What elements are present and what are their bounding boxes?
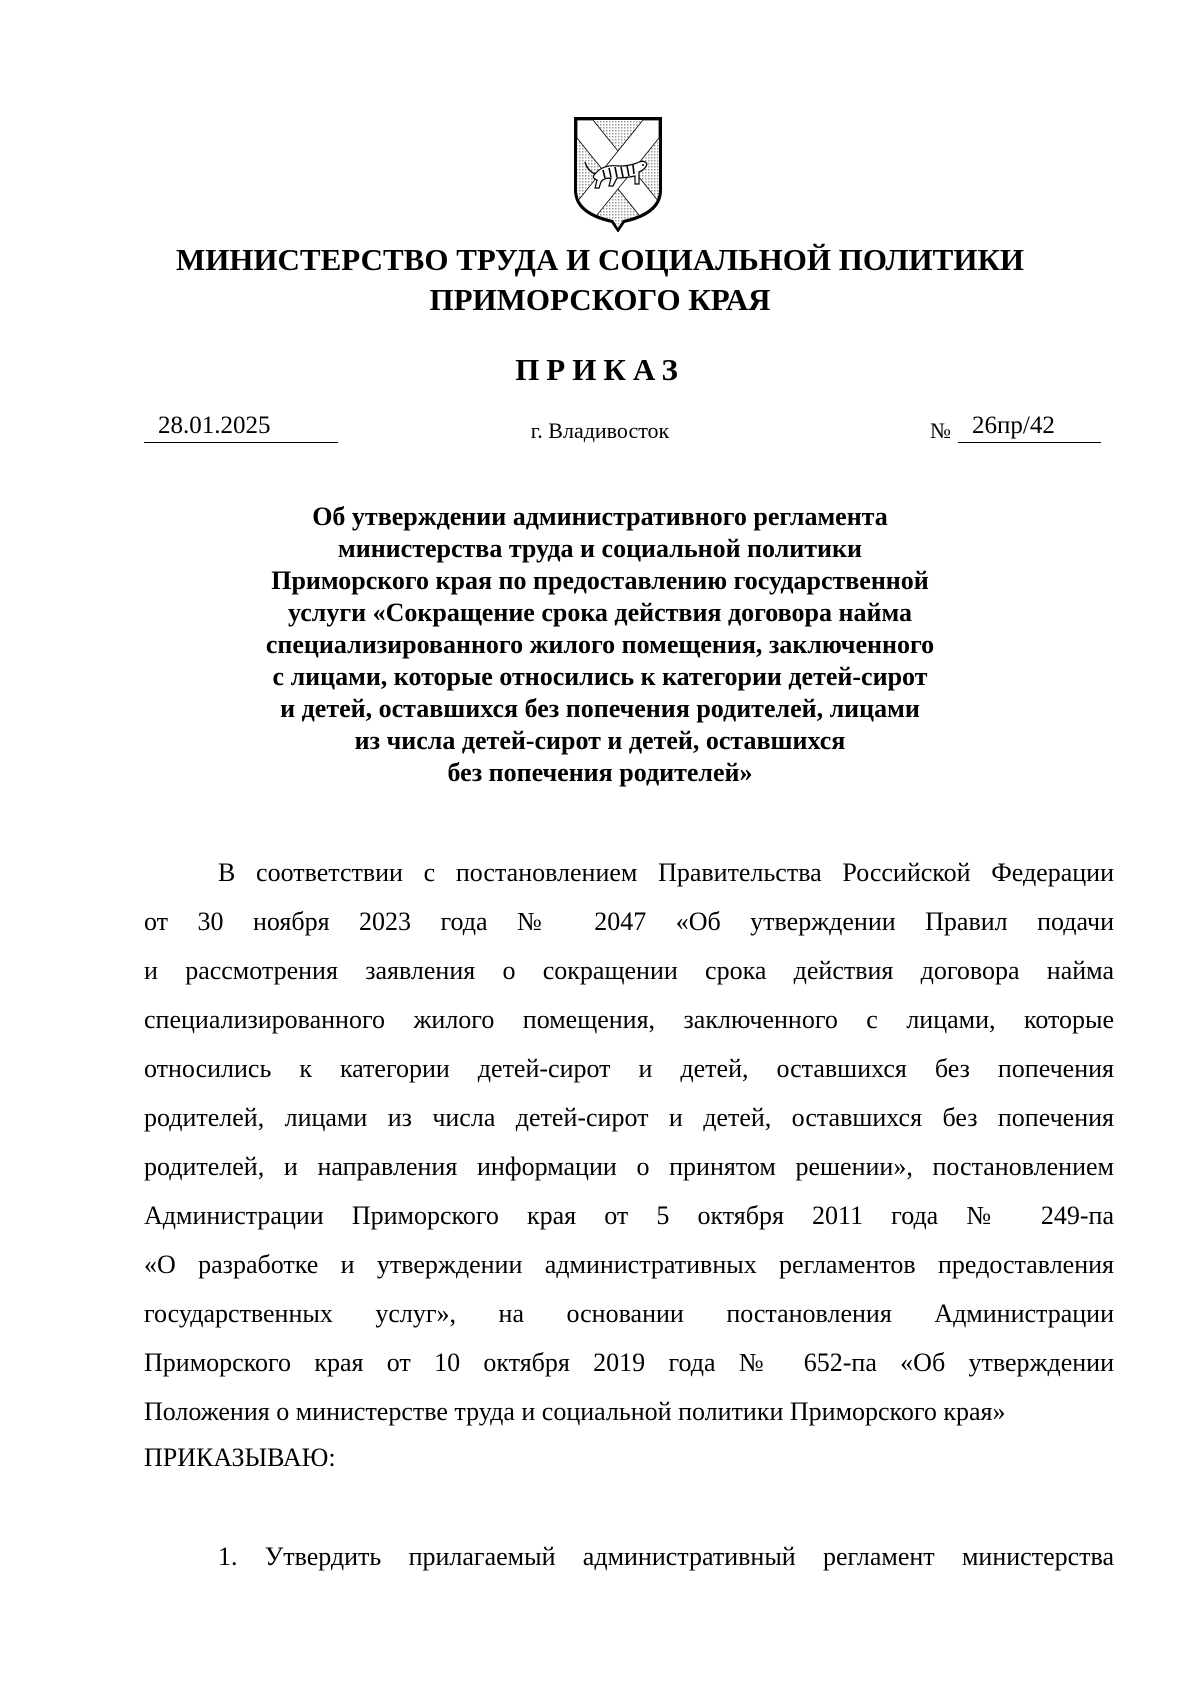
body-line: В соответствии с постановлением Правительства Российской Федерации xyxy=(218,858,1114,887)
organization-name-line-2: ПРИМОРСКОГО КРАЯ xyxy=(429,282,771,317)
document-city: г. Владивосток xyxy=(530,418,670,443)
subject-line: специализированного жилого помещения, заключенного xyxy=(265,630,935,659)
body-line: специализированного жилого помещения, заключенного с лицами, которые xyxy=(144,1005,1114,1034)
coat-of-arms-icon xyxy=(573,112,663,232)
body-line: относились к категории детей-сирот и детей, оставшихся без попечения xyxy=(144,1054,1114,1083)
body-line: и рассмотрения заявления о сокращении срока действия договора найма xyxy=(144,956,1114,985)
preamble-paragraph xyxy=(144,848,1114,1436)
subject-line: из числа детей-сирот и детей, оставшихся xyxy=(354,726,846,755)
order-directive: ПРИКАЗЫВАЮ: xyxy=(144,1443,336,1472)
subject-line: Приморского края по предоставлению государственной xyxy=(271,566,929,595)
subject-line: Об утверждении административного регламента xyxy=(312,502,888,531)
body-line: Приморского края от 10 октября 2019 года № 652-па «Об утверждении xyxy=(144,1348,1114,1377)
subject-line: министерства труда и социальной политики xyxy=(338,534,862,563)
body-line: государственных услуг», на основании постановления Администрации xyxy=(144,1299,1114,1328)
number-sign: № xyxy=(930,418,951,443)
document-date: 28.01.2025 xyxy=(144,409,338,443)
subject-line: и детей, оставшихся без попечения родителей, лицами xyxy=(280,694,920,723)
body-line: от 30 ноября 2023 года № 2047 «Об утверждении Правил подачи xyxy=(144,907,1114,936)
body-line: Положения о министерстве труда и социальной политики Приморского края» xyxy=(144,1397,1006,1426)
subject-line: с лицами, которые относились к категории детей-сирот xyxy=(272,662,928,691)
order-item-1 xyxy=(144,1532,1114,1581)
body-line: Администрации Приморского края от 5 октября 2011 года № 249-па xyxy=(144,1201,1114,1230)
document-number: 26пр/42 xyxy=(958,409,1101,443)
document-subject xyxy=(0,501,1200,789)
order-item-text: 1. Утвердить прилагаемый административный регламент министерства xyxy=(218,1542,1114,1571)
body-line: «О разработке и утверждении административных регламентов предоставления xyxy=(144,1250,1114,1279)
document-type-title: ПРИКАЗ xyxy=(515,352,685,387)
subject-line: без попечения родителей» xyxy=(447,758,753,787)
organization-name-line-1: МИНИСТЕРСТВО ТРУДА И СОЦИАЛЬНОЙ ПОЛИТИКИ xyxy=(175,242,1025,277)
subject-line: услуги «Сокращение срока действия договора найма xyxy=(288,598,912,627)
body-line: родителей, и направления информации о принятом решении», постановлением xyxy=(144,1152,1114,1181)
body-line: родителей, лицами из числа детей-сирот и детей, оставшихся без попечения xyxy=(144,1103,1114,1132)
